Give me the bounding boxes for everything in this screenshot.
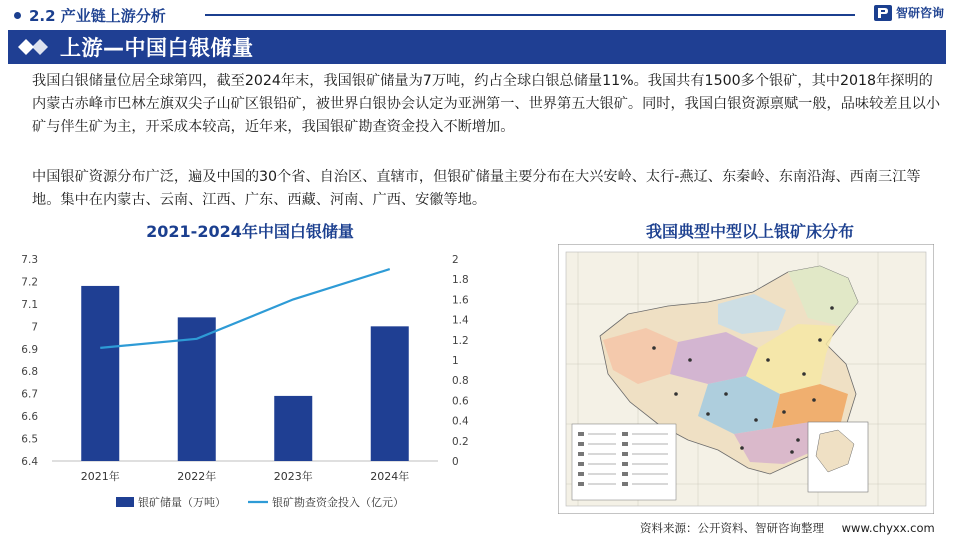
bullet-dot-icon: [14, 12, 21, 19]
y-right-tick-label: 0.6: [452, 395, 469, 408]
chart-title: 2021-2024年中国白银储量: [146, 222, 354, 241]
y-left-tick-label: 6.4: [21, 456, 38, 468]
x-tick-label: 2023年: [273, 470, 313, 483]
source-url: www.chyxx.com: [841, 521, 935, 535]
x-tick-label: 2024年: [370, 470, 410, 483]
source-label: 资料来源：公开资料、智研咨询整理: [640, 521, 824, 535]
double-chevron-icon: [16, 37, 54, 57]
y-right-tick-label: 1.2: [452, 334, 469, 347]
y-right-tick-label: 1: [452, 355, 459, 367]
y-left-tick-label: 6.7: [21, 388, 38, 401]
y-right-tick-label: 0.4: [452, 415, 469, 428]
y-left-tick-label: 6.6: [21, 411, 38, 424]
banner-title: 上游—中国白银储量: [60, 36, 254, 60]
paragraph-reserves: 我国白银储量位居全球第四，截至2024年末，我国银矿储量为7万吨，约占全球白银总储量11%。我国共有1500多个银矿，其中2018年探明的内蒙古赤峰市巴林左旗双尖子山矿区银铅矿，被世界白银协会认定为亚洲第一、世界第五大银矿。同时，我国白银资源禀赋一般，品味较差且以小矿与伴生矿为主，开采成本较高，近年来，我国银矿勘查资金投入不断增加。: [32, 73, 941, 135]
x-tick-label: 2022年: [177, 470, 217, 483]
reserve-chart: [0, 240, 470, 520]
legend-label-line: 银矿勘查资金投入（亿元）: [272, 496, 404, 509]
brand-name: 智研咨询: [896, 6, 945, 20]
paragraph-distribution: 中国银矿资源分布广泛，遍及中国的30个省、自治区、直辖市，但银矿储量主要分布在大兴安岭、太行-燕辽、东秦岭、东南沿海、西南三江等地。集中在内蒙古、云南、江西、广东、西藏、河南、广西、安徽等地。: [32, 169, 921, 208]
bar-reserve: [371, 326, 409, 461]
silver-deposit-map: [558, 244, 934, 514]
section-title: 2.2 产业链上游分析: [29, 6, 166, 25]
y-left-tick-label: 7.3: [21, 254, 38, 266]
y-left-tick-label: 7: [31, 321, 38, 334]
bar-reserve: [81, 286, 119, 461]
y-left-tick-label: 6.8: [21, 366, 38, 379]
y-right-tick-label: 2: [452, 254, 459, 266]
legend-label-bar: 银矿储量（万吨）: [138, 496, 226, 509]
y-right-tick-label: 0.2: [452, 435, 469, 448]
y-left-tick-label: 7.1: [21, 298, 38, 311]
map-title: 我国典型中型以上银矿床分布: [645, 222, 854, 241]
source-note: [640, 520, 949, 536]
y-right-tick-label: 1.4: [452, 314, 469, 327]
bar-reserve: [274, 396, 312, 461]
y-left-tick-label: 6.9: [21, 343, 38, 356]
legend-swatch-bar: [116, 497, 134, 507]
x-tick-label: 2021年: [80, 470, 120, 483]
y-left-tick-label: 7.2: [21, 276, 38, 289]
y-right-tick-label: 1.8: [452, 274, 469, 287]
brand-logo: [874, 4, 944, 21]
title-banner: [8, 30, 946, 64]
brand-logo-icon: [874, 5, 892, 21]
y-right-tick-label: 0.8: [452, 375, 469, 388]
y-right-tick-label: 1.6: [452, 294, 469, 307]
line-investment: [100, 269, 390, 348]
header-divider: [205, 14, 855, 16]
y-right-tick-label: 0: [452, 456, 459, 468]
section-header: [14, 4, 166, 26]
y-left-tick-label: 6.5: [21, 433, 38, 446]
